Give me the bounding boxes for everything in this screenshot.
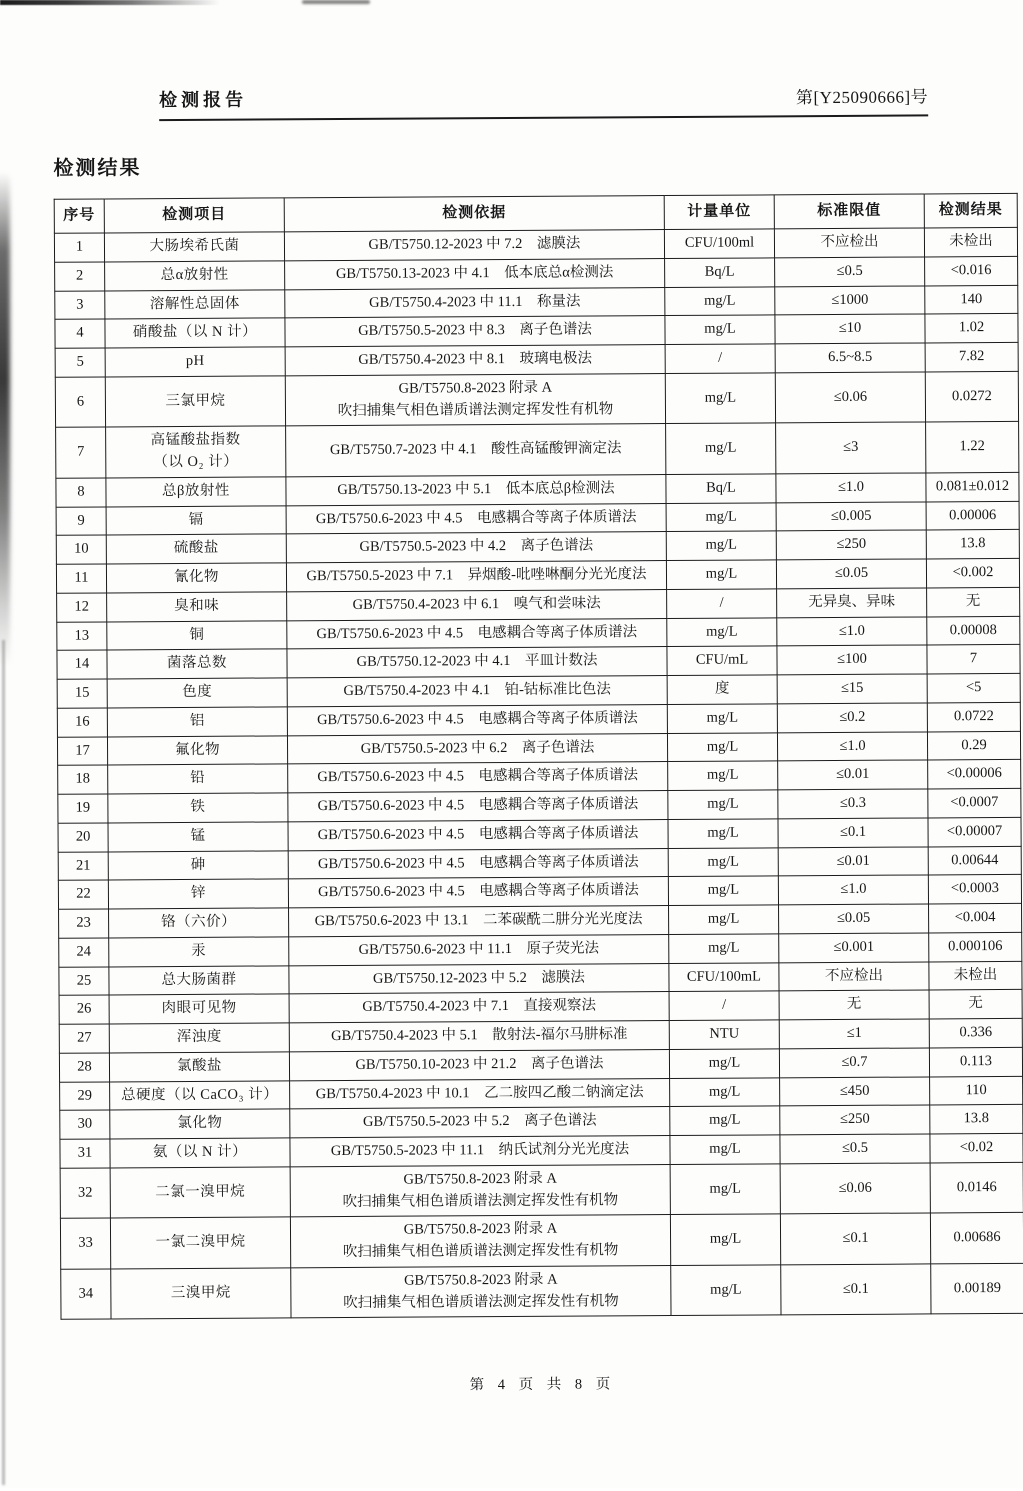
cell-unit: mg/L	[668, 819, 778, 848]
page-number: 第 4 页 共 8 页	[469, 1376, 616, 1394]
cell-standard-limit: ≤0.7	[779, 1048, 929, 1078]
cell-standard-limit: 无异臭、异味	[777, 588, 927, 618]
cell-test-basis: GB/T5750.8-2023 附录 A 吹扫捕集气相色谱质谱法测定挥发性有机物	[285, 373, 665, 426]
cell-test-result: 0.081±0.012	[926, 472, 1019, 501]
cell-test-item: 二氯一溴甲烷	[110, 1167, 290, 1219]
cell-test-item: 高锰酸盐指数 （以 O₂ 计）	[106, 426, 286, 478]
cell-test-item: 锌	[108, 879, 288, 909]
cell-unit: /	[667, 589, 777, 618]
cell-test-basis: GB/T5750.4-2023 中 4.1 铂-钴标准比色法	[287, 676, 667, 707]
cell-test-basis: GB/T5750.4-2023 中 6.1 嗅气和尝味法	[287, 589, 667, 620]
cell-serial-number: 12	[57, 593, 107, 622]
cell-standard-limit: ≤0.05	[779, 904, 929, 934]
cell-test-basis: GB/T5750.13-2023 中 4.1 低本底总α检测法	[285, 258, 665, 289]
cell-test-result: 0.00006	[926, 501, 1019, 530]
cell-serial-number: 19	[58, 794, 108, 823]
cell-standard-limit: ≤10	[775, 314, 925, 344]
cell-unit: CFU/100ml	[664, 229, 774, 258]
cell-standard-limit: ≤1.0	[776, 473, 926, 503]
col-header-no: 序号	[54, 199, 104, 233]
cell-serial-number: 20	[58, 823, 108, 852]
cell-test-basis: GB/T5750.5-2023 中 4.2 离子色谱法	[286, 532, 666, 563]
page-header	[159, 81, 928, 121]
cell-test-result: <0.0007	[928, 788, 1021, 817]
cell-test-item: 氰化物	[106, 563, 286, 593]
cell-test-result: 0.113	[929, 1047, 1022, 1076]
cell-unit: mg/L	[670, 1106, 780, 1135]
cell-test-result: 13.8	[930, 1105, 1023, 1134]
cell-test-item: 砷	[108, 850, 288, 880]
cell-test-basis: GB/T5750.4-2023 中 5.1 散射法-福尔马肼标准	[289, 1021, 669, 1052]
cell-test-result: 未检出	[924, 227, 1017, 256]
table-row	[61, 1263, 1023, 1319]
cell-unit: mg/L	[667, 704, 777, 733]
cell-test-basis: GB/T5750.4-2023 中 11.1 称量法	[285, 287, 665, 318]
cell-test-item: 锰	[108, 822, 288, 852]
cell-test-result: <0.004	[929, 903, 1022, 932]
table-row	[60, 1213, 1023, 1269]
cell-test-result: 0.00686	[930, 1213, 1023, 1264]
cell-test-item: 一氯二溴甲烷	[110, 1217, 290, 1269]
cell-standard-limit: ≤250	[776, 530, 926, 560]
cell-unit: 度	[667, 675, 777, 704]
cell-test-basis: GB/T5750.6-2023 中 13.1 二苯碳酰二肼分光光度法	[289, 906, 669, 937]
cell-test-result: <0.02	[930, 1133, 1023, 1162]
cell-serial-number: 23	[59, 909, 109, 938]
cell-serial-number: 8	[56, 478, 106, 507]
cell-test-item: 菌落总数	[107, 649, 287, 679]
cell-test-result: 0.00008	[927, 616, 1020, 645]
cell-unit: mg/L	[670, 1164, 780, 1215]
cell-standard-limit: ≤1	[779, 1019, 929, 1049]
cell-test-item: 铝	[107, 707, 287, 737]
cell-test-basis: GB/T5750.5-2023 中 8.3 离子色谱法	[285, 316, 665, 347]
cell-test-basis: GB/T5750.12-2023 中 5.2 滤膜法	[289, 963, 669, 994]
cell-unit: Bq/L	[666, 474, 776, 503]
cell-standard-limit: ≤1000	[775, 285, 925, 315]
col-header-item: 检测项目	[104, 198, 284, 233]
cell-test-result: <0.00006	[928, 760, 1021, 789]
cell-serial-number: 34	[61, 1269, 111, 1320]
cell-serial-number: 17	[57, 736, 107, 765]
cell-standard-limit: ≤0.005	[776, 501, 926, 531]
col-header-method: 检测依据	[284, 196, 664, 232]
cell-test-result: 0.00644	[928, 846, 1021, 875]
cell-unit: mg/L	[668, 876, 778, 905]
cell-serial-number: 6	[55, 377, 105, 428]
cell-serial-number: 3	[55, 290, 105, 319]
cell-serial-number: 5	[55, 348, 105, 377]
cell-test-result: 7	[927, 645, 1020, 674]
cell-test-item: 总大肠菌群	[109, 965, 289, 995]
cell-test-basis: GB/T5750.5-2023 中 5.2 离子色谱法	[290, 1107, 670, 1138]
cell-standard-limit: 无	[779, 990, 929, 1020]
cell-standard-limit: ≤15	[777, 674, 927, 704]
cell-test-result: 140	[925, 285, 1018, 314]
cell-test-item: pH	[105, 347, 285, 377]
cell-serial-number: 29	[60, 1081, 110, 1110]
cell-unit: mg/L	[668, 790, 778, 819]
cell-serial-number: 16	[57, 708, 107, 737]
cell-test-item: 铅	[108, 764, 288, 794]
cell-unit: mg/L	[666, 531, 776, 560]
cell-unit: /	[665, 344, 775, 373]
cell-standard-limit: ≤0.3	[778, 789, 928, 819]
cell-test-item: 色度	[107, 678, 287, 708]
cell-serial-number: 25	[59, 966, 109, 995]
col-header-unit: 计量单位	[664, 195, 774, 230]
cell-test-basis: GB/T5750.6-2023 中 4.5 电感耦合等离子体质谱法	[288, 848, 668, 879]
cell-test-basis: GB/T5750.12-2023 中 4.1 平皿计数法	[287, 647, 667, 678]
cell-standard-limit: ≤0.001	[779, 933, 929, 963]
cell-serial-number: 21	[58, 851, 108, 880]
cell-test-result: <0.002	[926, 558, 1019, 587]
table-row	[55, 371, 1018, 427]
cell-test-basis: GB/T5750.8-2023 附录 A 吹扫捕集气相色谱质谱法测定挥发性有机物	[290, 1215, 670, 1268]
cell-test-basis: GB/T5750.6-2023 中 4.5 电感耦合等离子体质谱法	[288, 791, 668, 822]
cell-test-result: <5	[927, 673, 1020, 702]
cell-test-basis: GB/T5750.4-2023 中 10.1 乙二胺四乙酸二钠滴定法	[290, 1078, 670, 1109]
cell-unit: mg/L	[665, 373, 775, 424]
cell-test-result: 未检出	[929, 961, 1022, 990]
cell-standard-limit: 不应检出	[779, 961, 929, 991]
report-header-title: 检测报告	[159, 89, 248, 111]
cell-unit: mg/L	[669, 905, 779, 934]
cell-serial-number: 9	[56, 506, 106, 535]
cell-standard-limit: 不应检出	[774, 228, 924, 258]
cell-test-result: <0.00007	[928, 817, 1021, 846]
cell-standard-limit: ≤1.0	[777, 616, 927, 646]
cell-test-basis: GB/T5750.5-2023 中 11.1 纳氏试剂分光光度法	[290, 1136, 670, 1167]
cell-standard-limit: ≤0.1	[780, 1213, 930, 1264]
cell-standard-limit: ≤450	[780, 1076, 930, 1106]
cell-serial-number: 4	[55, 319, 105, 348]
cell-unit: Bq/L	[665, 258, 775, 287]
cell-test-item: 总硬度（以 CaCO₃ 计）	[110, 1080, 290, 1110]
cell-test-item: 硫酸盐	[106, 534, 286, 564]
cell-unit: mg/L	[666, 423, 776, 474]
cell-unit: mg/L	[665, 315, 775, 344]
cell-test-item: 铁	[108, 793, 288, 823]
cell-standard-limit: ≤100	[777, 645, 927, 675]
cell-standard-limit: ≤250	[780, 1105, 930, 1135]
cell-standard-limit: ≤0.1	[781, 1264, 931, 1315]
cell-test-basis: GB/T5750.10-2023 中 21.2 离子色谱法	[289, 1049, 669, 1080]
cell-test-result: 110	[930, 1076, 1023, 1105]
cell-standard-limit: ≤1.0	[777, 731, 927, 761]
cell-test-basis: GB/T5750.6-2023 中 11.1 原子荧光法	[289, 934, 669, 965]
cell-unit: /	[669, 991, 779, 1020]
cell-unit: mg/L	[669, 934, 779, 963]
cell-unit: mg/L	[665, 286, 775, 315]
cell-serial-number: 33	[60, 1218, 110, 1269]
cell-test-result: 0.0722	[927, 702, 1020, 731]
cell-test-basis: GB/T5750.8-2023 附录 A 吹扫捕集气相色谱质谱法测定挥发性有机物	[290, 1164, 670, 1217]
cell-test-item: 铬（六价）	[109, 908, 289, 938]
cell-test-item: 三氯甲烷	[105, 376, 285, 428]
cell-test-basis: GB/T5750.8-2023 附录 A 吹扫捕集气相色谱质谱法测定挥发性有机物	[291, 1265, 671, 1318]
cell-unit: mg/L	[671, 1265, 781, 1316]
cell-test-result: 0.29	[927, 731, 1020, 760]
cell-test-result: 7.82	[925, 342, 1018, 371]
cell-unit: CFU/mL	[667, 646, 777, 675]
col-header-limit: 标准限值	[774, 194, 924, 229]
cell-test-item: 氨（以 N 计）	[110, 1138, 290, 1168]
cell-serial-number: 15	[57, 679, 107, 708]
cell-test-basis: GB/T5750.7-2023 中 4.1 酸性高锰酸钾滴定法	[286, 424, 666, 477]
section-title: 检测结果	[53, 157, 142, 180]
cell-unit: mg/L	[668, 761, 778, 790]
cell-test-item: 氯化物	[110, 1109, 290, 1139]
cell-test-basis: GB/T5750.5-2023 中 7.1 异烟酸-吡唑啉酮分光光度法	[286, 561, 666, 592]
cell-standard-limit: ≤0.1	[778, 818, 928, 848]
cell-test-basis: GB/T5750.5-2023 中 6.2 离子色谱法	[287, 733, 667, 764]
cell-serial-number: 24	[59, 938, 109, 967]
cell-standard-limit: ≤0.2	[777, 703, 927, 733]
cell-test-result: 0.0272	[925, 371, 1018, 422]
cell-test-item: 溶解性总固体	[105, 289, 285, 319]
cell-test-result: 1.02	[925, 314, 1018, 343]
cell-unit: mg/L	[666, 502, 776, 531]
cell-unit: mg/L	[667, 732, 777, 761]
cell-test-result: 0.0146	[930, 1162, 1023, 1213]
cell-unit: mg/L	[670, 1214, 780, 1265]
cell-unit: mg/L	[667, 617, 777, 646]
cell-test-item: 浑浊度	[109, 1023, 289, 1053]
cell-test-basis: GB/T5750.13-2023 中 5.1 低本底总β检测法	[286, 474, 666, 505]
col-header-result: 检测结果	[924, 193, 1017, 228]
cell-serial-number: 22	[58, 880, 108, 909]
cell-test-item: 臭和味	[107, 592, 287, 622]
cell-unit: mg/L	[670, 1135, 780, 1164]
cell-test-basis: GB/T5750.6-2023 中 4.5 电感耦合等离子体质谱法	[288, 877, 668, 908]
cell-test-result: 1.22	[926, 422, 1019, 473]
cell-serial-number: 30	[60, 1110, 110, 1139]
cell-unit: mg/L	[669, 1049, 779, 1078]
cell-unit: mg/L	[666, 560, 776, 589]
cell-standard-limit: ≤3	[776, 422, 926, 473]
cell-serial-number: 18	[58, 765, 108, 794]
cell-serial-number: 13	[57, 621, 107, 650]
cell-serial-number: 11	[56, 564, 106, 593]
cell-standard-limit: ≤0.5	[780, 1134, 930, 1164]
cell-test-basis: GB/T5750.6-2023 中 4.5 电感耦合等离子体质谱法	[288, 819, 668, 850]
cell-standard-limit: ≤1.0	[778, 875, 928, 905]
cell-standard-limit: 6.5~8.5	[775, 343, 925, 373]
cell-test-result: <0.0003	[928, 875, 1021, 904]
cell-serial-number: 32	[60, 1168, 110, 1219]
cell-serial-number: 27	[59, 1024, 109, 1053]
cell-unit: mg/L	[668, 847, 778, 876]
cell-test-result: 0.336	[929, 1018, 1022, 1047]
cell-standard-limit: ≤0.06	[775, 372, 925, 423]
cell-test-basis: GB/T5750.12-2023 中 7.2 滤膜法	[284, 230, 664, 261]
cell-standard-limit: ≤0.01	[778, 846, 928, 876]
cell-test-item: 氯酸盐	[109, 1052, 289, 1082]
cell-test-result: 无	[929, 990, 1022, 1019]
cell-standard-limit: ≤0.05	[776, 559, 926, 589]
cell-test-item: 氟化物	[107, 735, 287, 765]
cell-serial-number: 26	[59, 995, 109, 1024]
table-row	[60, 1162, 1023, 1218]
cell-serial-number: 7	[56, 427, 106, 478]
cell-test-basis: GB/T5750.4-2023 中 7.1 直接观察法	[289, 992, 669, 1023]
cell-test-item: 镉	[106, 505, 286, 535]
cell-standard-limit: ≤0.06	[780, 1163, 930, 1214]
cell-test-basis: GB/T5750.4-2023 中 8.1 玻璃电极法	[285, 345, 665, 376]
results-table	[54, 193, 1023, 1320]
cell-unit: CFU/100mL	[669, 962, 779, 991]
cell-test-basis: GB/T5750.6-2023 中 4.5 电感耦合等离子体质谱法	[287, 704, 667, 735]
cell-serial-number: 2	[55, 262, 105, 291]
cell-test-basis: GB/T5750.6-2023 中 4.5 电感耦合等离子体质谱法	[288, 762, 668, 793]
cell-test-item: 总β放射性	[106, 477, 286, 507]
cell-test-item: 汞	[109, 937, 289, 967]
cell-test-item: 三溴甲烷	[111, 1268, 291, 1320]
cell-unit: mg/L	[670, 1077, 780, 1106]
cell-test-result: <0.016	[925, 256, 1018, 285]
cell-test-item: 铜	[107, 620, 287, 650]
cell-serial-number: 28	[59, 1053, 109, 1082]
cell-test-result: 0.00189	[931, 1263, 1023, 1314]
cell-unit: NTU	[669, 1020, 779, 1049]
cell-test-basis: GB/T5750.6-2023 中 4.5 电感耦合等离子体质谱法	[287, 618, 667, 649]
cell-test-result: 0.000106	[929, 932, 1022, 961]
cell-test-basis: GB/T5750.6-2023 中 4.5 电感耦合等离子体质谱法	[286, 503, 666, 534]
cell-standard-limit: ≤0.01	[778, 760, 928, 790]
cell-serial-number: 31	[60, 1139, 110, 1168]
cell-test-item: 总α放射性	[105, 261, 285, 291]
cell-serial-number: 10	[56, 535, 106, 564]
cell-test-item: 硝酸盐（以 N 计）	[105, 318, 285, 348]
cell-serial-number: 14	[57, 650, 107, 679]
table-row	[56, 422, 1019, 478]
cell-serial-number: 1	[54, 233, 104, 262]
cell-test-result: 13.8	[926, 530, 1019, 559]
report-number: 第[Y25090666]号	[795, 87, 929, 108]
cell-test-item: 大肠埃希氏菌	[104, 232, 284, 262]
cell-test-item: 肉眼可见物	[109, 994, 289, 1024]
cell-standard-limit: ≤0.5	[775, 257, 925, 287]
cell-test-result: 无	[927, 587, 1020, 616]
